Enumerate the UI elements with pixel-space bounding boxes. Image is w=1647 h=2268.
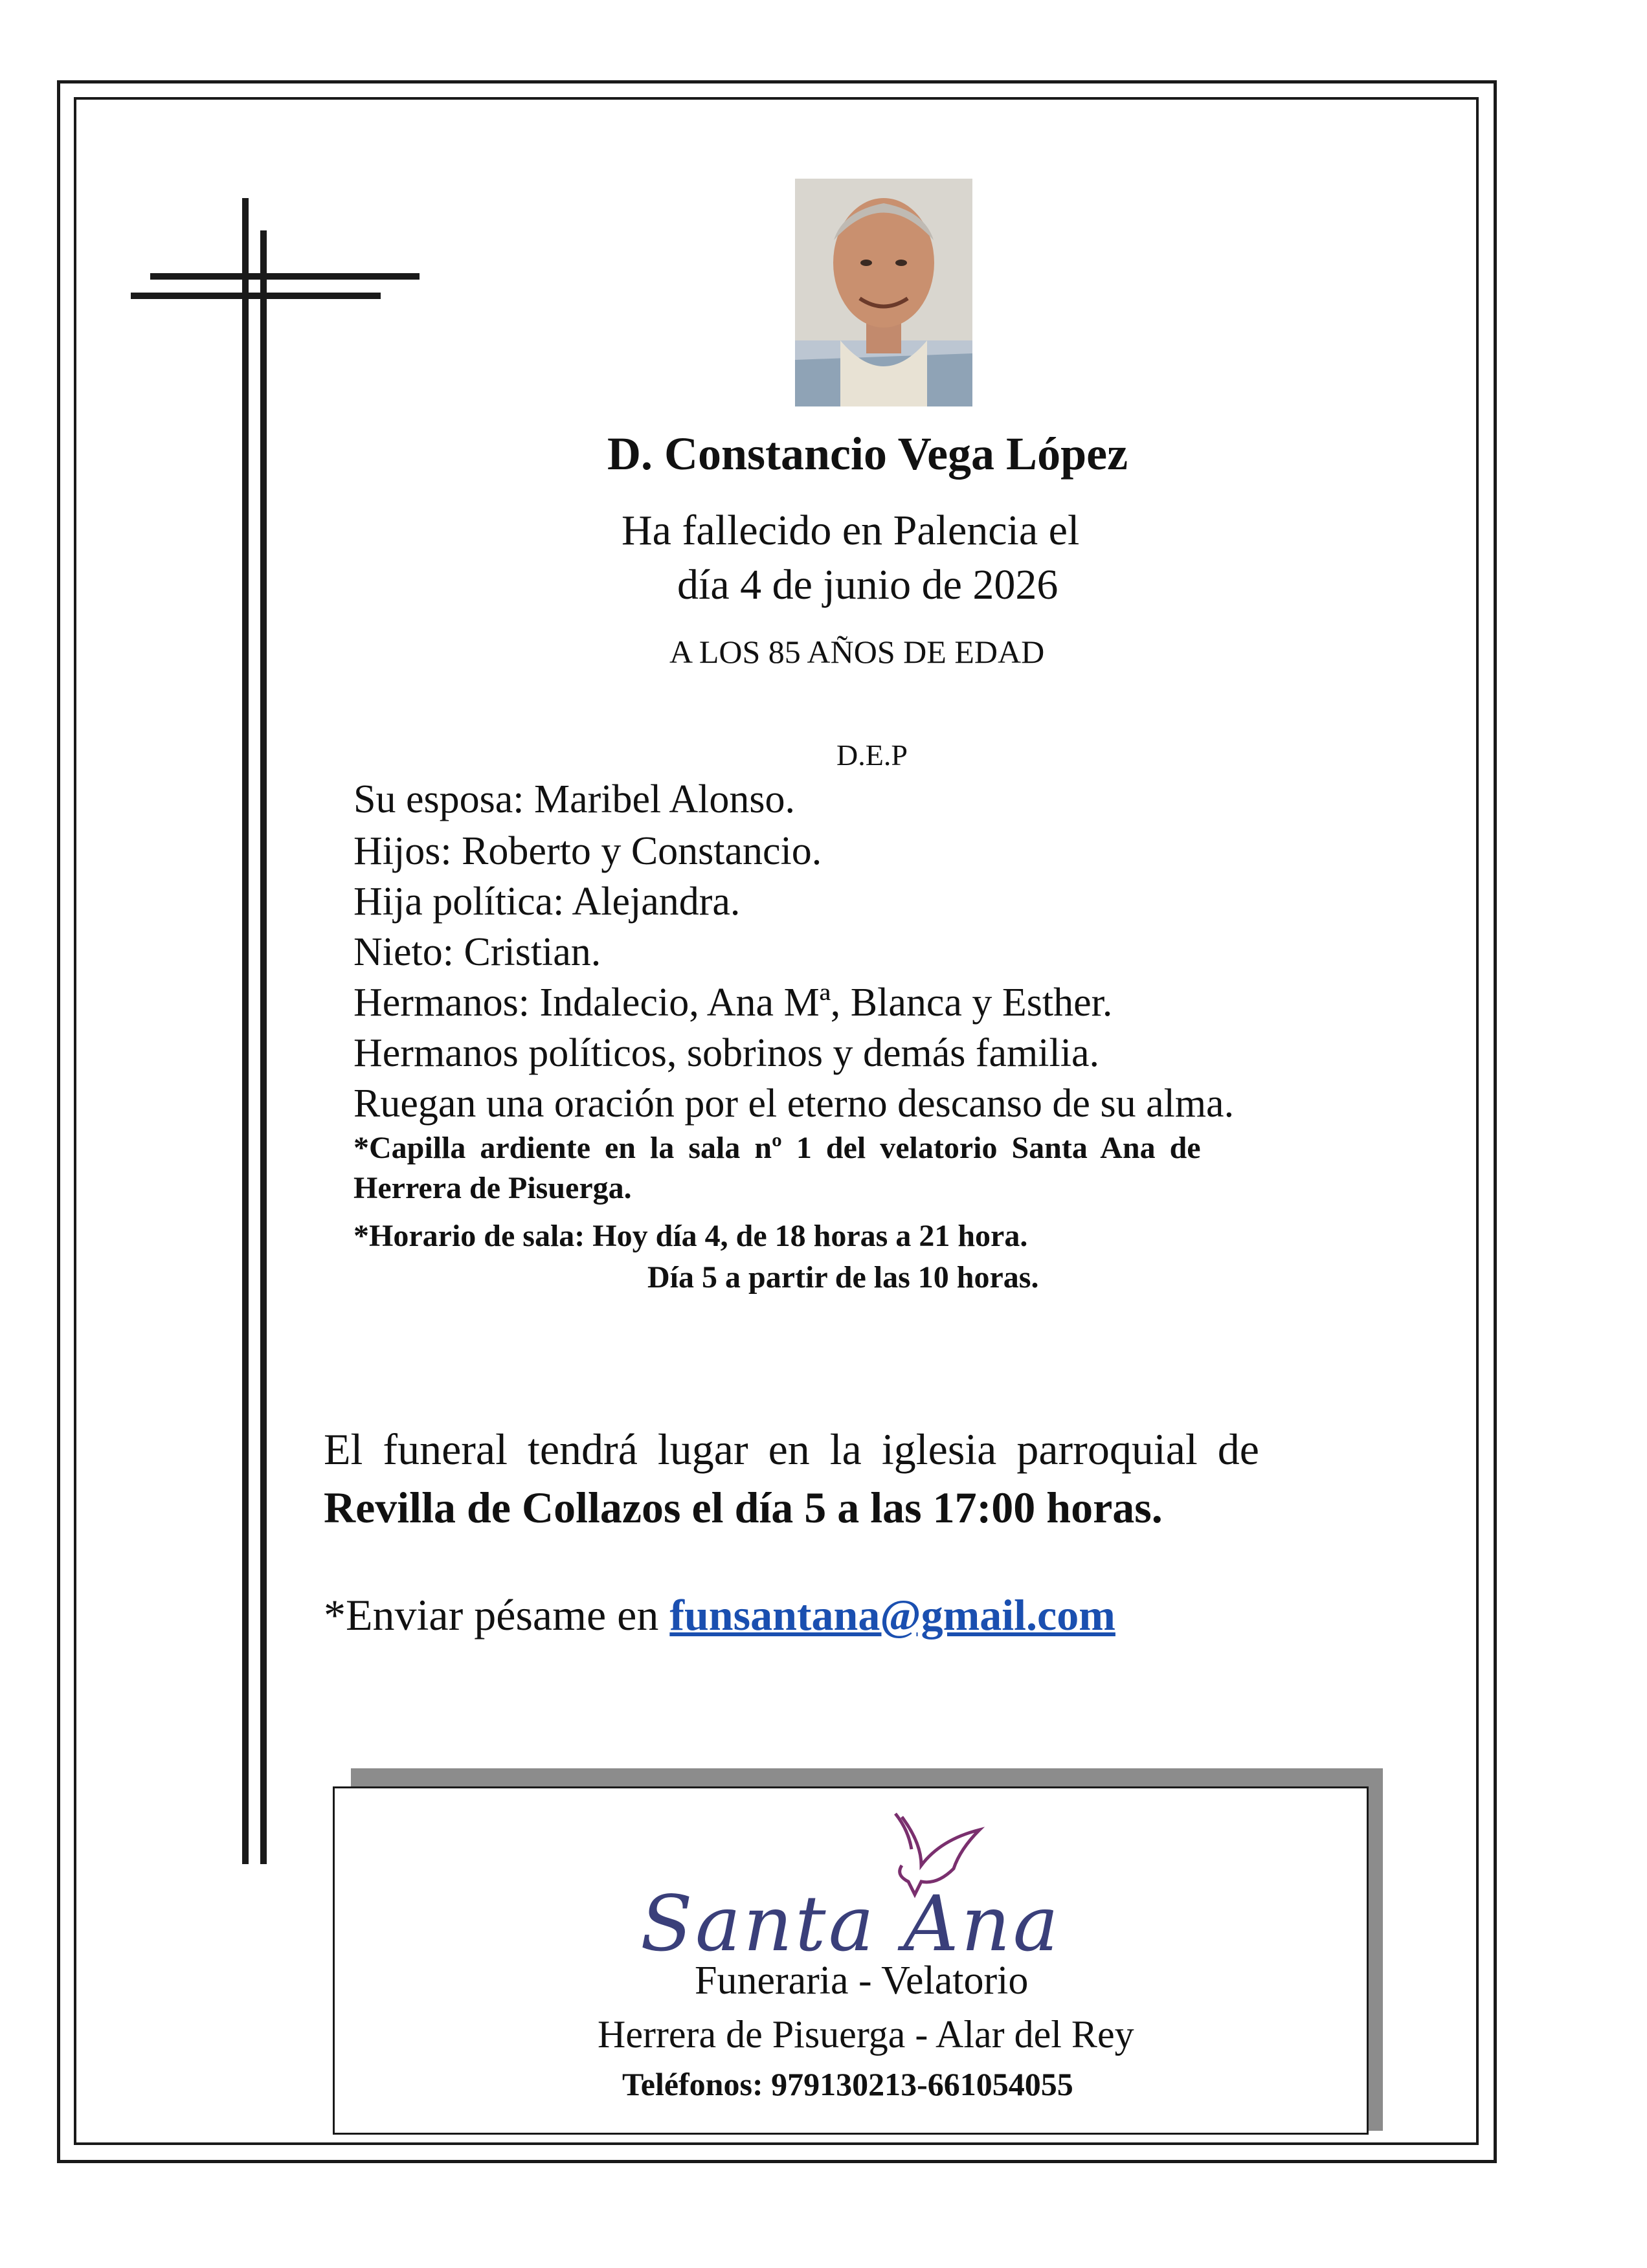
hours-line-2: Día 5 a partir de las 10 horas. — [647, 1260, 1039, 1295]
family-line-siblings: Hermanos: Indalecio, Ana Mª, Blanca y Esther. — [353, 981, 1113, 1025]
age-line: A LOS 85 AÑOS DE EDAD — [669, 634, 1045, 670]
condolence-prefix: *Enviar pésame en — [324, 1590, 659, 1640]
condolence-email-link[interactable]: funsantana@gmail.com — [669, 1590, 1115, 1640]
death-date-line: día 4 de junio de 2026 — [677, 561, 1059, 608]
family-line-children: Hijos: Roberto y Constancio. — [353, 829, 822, 873]
funeral-line-2: Revilla de Collazos el día 5 a las 17:00 horas. — [324, 1483, 1163, 1532]
chapel-line-1: *Capilla ardiente en la sala nº 1 del velatorio Santa Ana de — [353, 1131, 1201, 1165]
family-line-grandson: Nieto: Cristian. — [353, 930, 601, 974]
funeral-home-subtitle: Funeraria - Velatorio — [695, 1959, 1029, 2003]
family-line-in-law: Hija política: Alejandra. — [353, 880, 741, 924]
family-line-spouse: Su esposa: Maribel Alonso. — [353, 777, 795, 821]
condolence-line — [324, 1590, 1115, 1641]
chapel-line-2: Herrera de Pisuerga. — [353, 1171, 632, 1205]
funeral-home-phones: Teléfonos: 979130213-661054055 — [622, 2066, 1073, 2102]
deceased-photo — [795, 179, 972, 406]
funeral-home-logo: Santa Ana — [640, 1879, 1062, 1968]
deceased-name: D. Constancio Vega López — [607, 428, 1128, 480]
family-line-relatives: Hermanos políticos, sobrinos y demás familia. — [353, 1031, 1099, 1075]
family-line-prayer: Ruegan una oración por el eterno descanso de su alma. — [353, 1082, 1235, 1126]
funeral-line-1: El funeral tendrá lugar en la iglesia parroquial de — [324, 1425, 1259, 1474]
funeral-home-box — [333, 1786, 1369, 2135]
death-place-line: Ha fallecido en Palencia el — [622, 507, 1080, 554]
dep-line: D.E.P — [836, 739, 908, 772]
hours-line-1: *Horario de sala: Hoy día 4, de 18 horas a 21 hora. — [353, 1219, 1028, 1253]
funeral-home-locations: Herrera de Pisuerga - Alar del Rey — [598, 2013, 1134, 2056]
